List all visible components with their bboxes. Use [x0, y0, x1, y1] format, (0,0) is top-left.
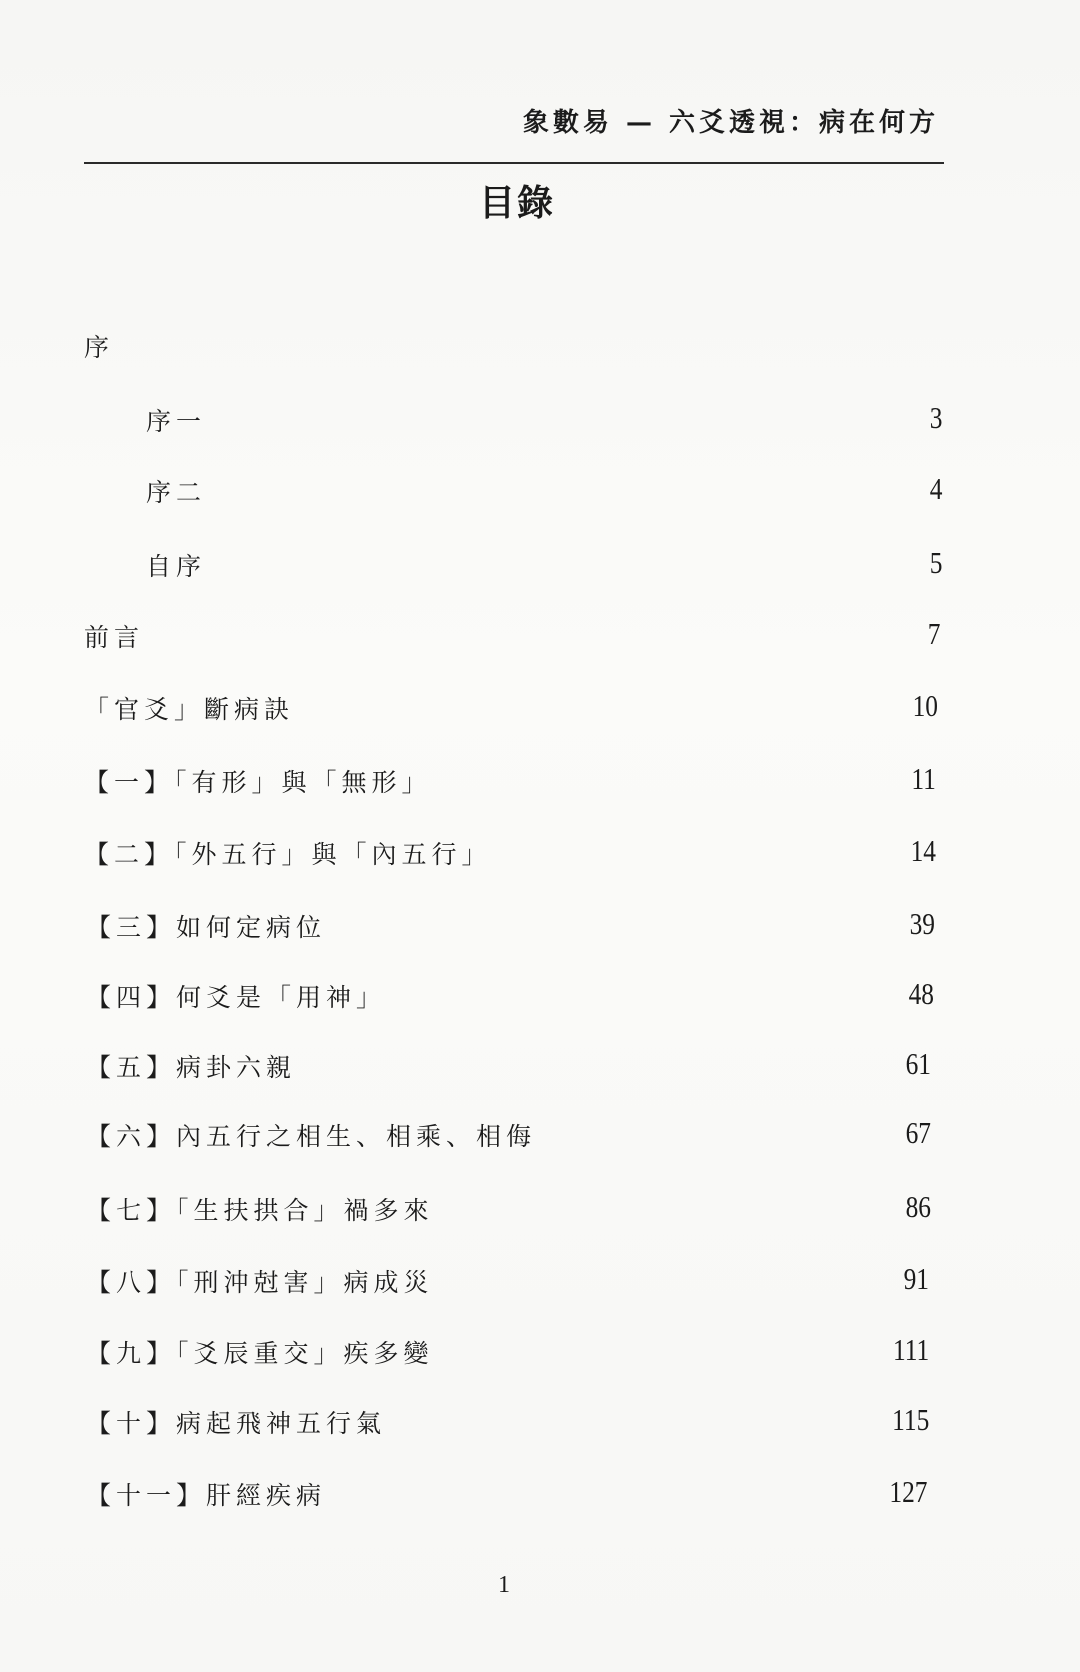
toc-entry	[0, 1402, 1080, 1441]
toc-entry-page: 111	[892, 1332, 929, 1367]
toc-entry-label: 【六】內五行之相生、相乘、相侮	[86, 1122, 537, 1151]
toc-entry	[0, 906, 1080, 945]
toc-entry-page: 61	[905, 1046, 931, 1081]
toc-entry	[0, 1189, 1080, 1228]
toc-entry	[0, 1474, 1080, 1513]
toc-entry-label: 【一】「有形」與「無形」	[84, 768, 432, 797]
toc-entry-label: 【八】「刑沖尅害」病成災	[86, 1268, 434, 1297]
toc-entry-page: 7	[927, 616, 940, 651]
toc-entry-page: 4	[929, 471, 942, 506]
running-header-title: 象數易 — 六爻透視：病在何方	[522, 108, 939, 138]
toc-entry-page: 11	[911, 761, 936, 796]
toc-entry	[0, 331, 1080, 365]
toc-entry	[0, 976, 1080, 1015]
page-title: 目錄	[478, 182, 555, 224]
toc-entry-label: 【三】如何定病位	[86, 913, 327, 942]
toc-entry-page: 91	[903, 1261, 929, 1296]
toc-entry	[0, 1261, 1080, 1300]
toc-entry-label: 前言	[84, 623, 145, 652]
page-number: 1	[498, 1572, 510, 1598]
toc-entry-page: 115	[891, 1402, 929, 1437]
toc-entry-label: 【九】「爻辰重交」疾多變	[86, 1339, 434, 1368]
toc-entry	[0, 761, 1080, 800]
toc-entry-label: 【五】病卦六親	[86, 1053, 297, 1082]
toc-entry-label: 「官爻」斷病訣	[84, 695, 295, 724]
toc-entry-page: 14	[910, 833, 936, 868]
toc-entry	[0, 545, 1080, 584]
toc-entry-label: 序	[84, 333, 115, 362]
toc-entry	[0, 688, 1080, 727]
toc-entry-page: 127	[888, 1474, 927, 1509]
toc-entry-label: 序二	[146, 478, 207, 507]
toc-entry	[0, 471, 1080, 510]
toc-entry-page: 5	[929, 545, 942, 580]
toc-entry-page: 67	[905, 1115, 931, 1150]
toc-entry	[0, 1115, 1080, 1154]
toc-entry-label: 【十一】肝經疾病	[86, 1481, 327, 1510]
toc-entry-label: 【二】「外五行」與「內五行」	[84, 840, 492, 869]
toc-entry-page: 3	[929, 400, 942, 435]
toc-entry-page: 10	[912, 688, 938, 723]
toc-entry-label: 【七】「生扶拱合」禍多來	[86, 1196, 434, 1225]
toc-entry	[0, 833, 1080, 872]
toc-entry-label: 【四】何爻是「用神」	[86, 983, 387, 1012]
toc-entry-page: 48	[908, 976, 934, 1011]
toc-entry	[0, 616, 1080, 655]
toc-entry-page: 86	[905, 1189, 931, 1224]
toc-entry-label: 序一	[146, 407, 207, 436]
toc-entry-label: 自序	[146, 552, 207, 581]
toc-entry-label: 【十】病起飛神五行氣	[86, 1409, 387, 1438]
toc-entry	[0, 1046, 1080, 1085]
toc-entry	[0, 1332, 1080, 1371]
toc-entry	[0, 400, 1080, 439]
toc-entry-page: 39	[909, 906, 935, 941]
header-rule	[84, 162, 944, 164]
